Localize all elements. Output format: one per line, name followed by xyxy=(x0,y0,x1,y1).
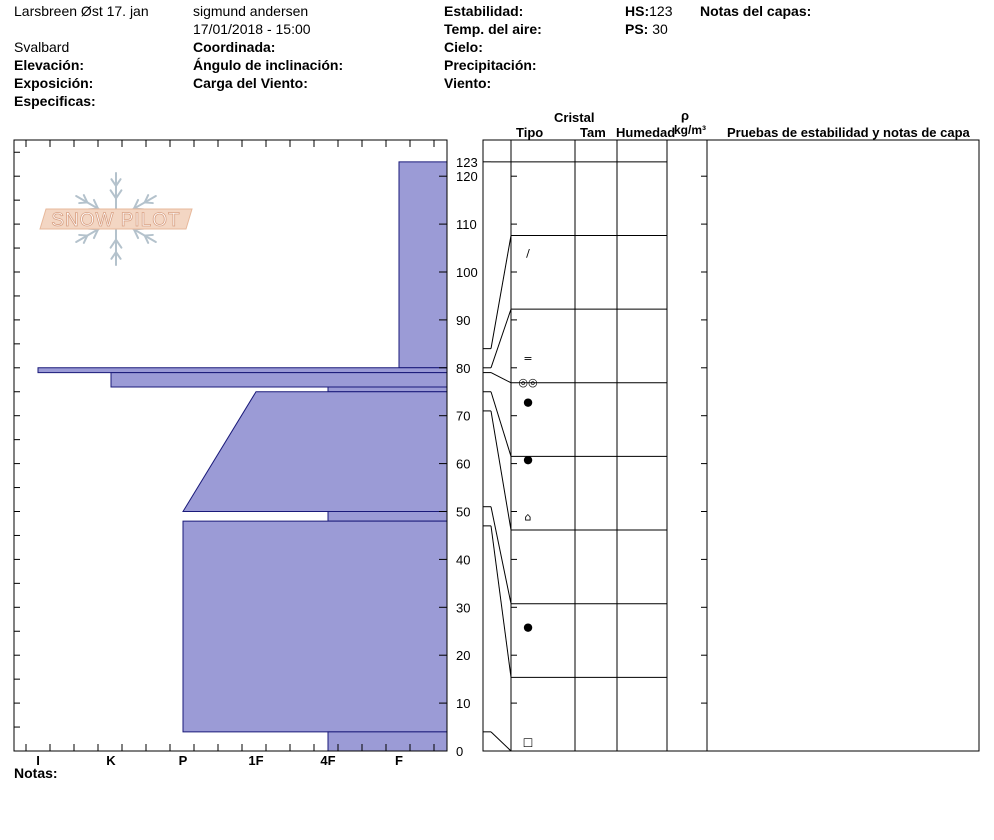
depth-tick-label: 50 xyxy=(456,504,471,520)
hs-value: 123 xyxy=(649,3,673,19)
depth-tick-label: 90 xyxy=(456,312,471,328)
depth-tick-label: 20 xyxy=(456,648,471,664)
notes-label: Notas: xyxy=(14,765,58,781)
wind-load-label: Carga del Viento: xyxy=(193,75,308,91)
boundary-connector xyxy=(491,373,511,383)
depth-tick-label: 40 xyxy=(456,552,471,568)
precipitation-label: Precipitación: xyxy=(444,57,537,73)
crystal-type-symbol: □ xyxy=(522,735,534,749)
flake-branch xyxy=(79,235,87,236)
type-header: Tipo xyxy=(516,125,544,140)
depth-tick-label: 120 xyxy=(456,169,478,185)
logo-text: SNOW PILOT xyxy=(51,210,181,231)
ps-label: PS: xyxy=(625,21,649,37)
specifics-label: Especificas: xyxy=(14,93,96,109)
hardness-tick-label: F xyxy=(395,753,403,768)
crystal-type-symbol: ● xyxy=(523,395,533,409)
stability-label: Estabilidad: xyxy=(444,3,524,19)
flake-branch xyxy=(145,235,153,236)
humidity-header: Humedad xyxy=(616,125,676,140)
depth-tick-label: 100 xyxy=(456,265,478,280)
hardness-layer xyxy=(183,392,447,512)
hardness-layer xyxy=(328,732,447,751)
boundary-connector xyxy=(491,392,511,457)
hardness-tick-label: 4F xyxy=(320,753,336,768)
depth-tick-label: 60 xyxy=(456,456,471,472)
hardness-layer xyxy=(38,368,447,373)
density-unit-header: kg/m³ xyxy=(674,123,707,137)
boundary-connector xyxy=(491,526,511,677)
stability-tests-header: Pruebas de estabilidad y notas de capa xyxy=(727,125,970,140)
hardness-layer xyxy=(328,512,447,522)
hardness-layer xyxy=(399,162,447,368)
size-header: Tam xyxy=(580,125,606,140)
hs-label: HS: xyxy=(625,3,650,19)
exposure-label: Exposición: xyxy=(14,75,94,91)
depth-tick-label: 30 xyxy=(456,600,471,616)
layer-notes-label: Notas del capas: xyxy=(700,3,812,19)
coordinate-label: Coordinada: xyxy=(193,39,276,55)
boundary-connector xyxy=(491,411,511,530)
observation-datetime: 17/01/2018 - 15:00 xyxy=(193,21,311,37)
hardness-tick-label: I xyxy=(36,753,40,768)
boundary-connector xyxy=(491,235,511,348)
snowpilot-logo xyxy=(40,173,192,265)
crystal-type-symbol: / xyxy=(526,246,530,260)
observer-name: sigmund andersen xyxy=(193,3,309,19)
crystal-type-symbol: ● xyxy=(523,452,533,466)
boundary-connector xyxy=(491,309,511,368)
wind-label: Viento: xyxy=(444,75,492,91)
hardness-layer xyxy=(183,521,447,732)
crystal-type-symbol: ◎◎ xyxy=(518,376,538,390)
air-temp-label: Temp. del aire: xyxy=(444,21,542,37)
crystal-header: Cristal xyxy=(554,110,595,125)
crystal-type-symbol: ● xyxy=(523,620,533,634)
elevation-label: Elevación: xyxy=(14,57,85,73)
depth-tick-label: 10 xyxy=(456,696,471,712)
hardness-tick-label: 1F xyxy=(248,753,264,768)
boundary-connector xyxy=(491,507,511,604)
flake-branch xyxy=(145,202,153,203)
location-title: Larsbreen Øst 17. jan xyxy=(14,3,149,19)
hardness-tick-label: K xyxy=(106,753,116,768)
layer-table-frame xyxy=(483,140,979,751)
depth-tick-label: 80 xyxy=(456,360,471,376)
region-label: Svalbard xyxy=(14,39,70,55)
depth-tick-label: 123 xyxy=(456,154,478,170)
rho-header: ρ xyxy=(681,108,690,123)
depth-tick-label: 110 xyxy=(456,217,477,233)
boundary-connector xyxy=(491,732,511,751)
sky-label: Cielo: xyxy=(444,39,483,55)
ps-value: 30 xyxy=(652,21,668,37)
depth-tick-label: 0 xyxy=(456,744,464,759)
crystal-type-symbol: ⌂ xyxy=(524,510,532,524)
slope-angle-label: Ángulo de inclinación: xyxy=(193,57,344,73)
crystal-type-symbol: = xyxy=(523,352,533,366)
flake-branch xyxy=(79,202,87,203)
hardness-tick-label: P xyxy=(178,753,188,768)
hardness-layer xyxy=(111,373,447,387)
hardness-layer xyxy=(328,387,447,392)
depth-tick-label: 70 xyxy=(456,408,471,424)
